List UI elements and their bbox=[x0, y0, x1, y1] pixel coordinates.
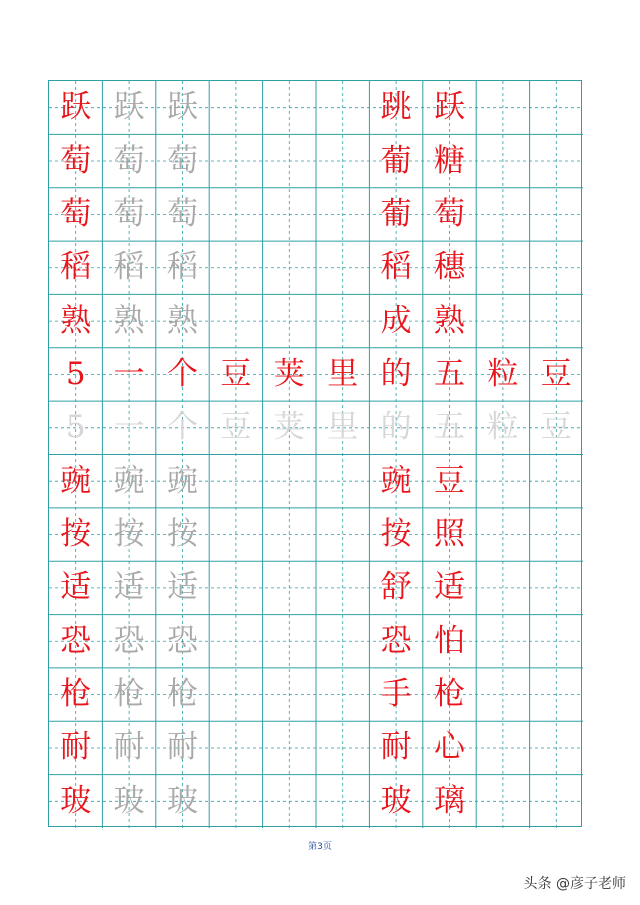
word-character: 璃 bbox=[433, 782, 465, 819]
word-character: 萄 bbox=[433, 195, 465, 232]
trace-character: 稻 bbox=[166, 249, 198, 286]
model-character: 稻 bbox=[60, 249, 92, 286]
model-character: 枪 bbox=[60, 676, 92, 713]
trace-character: 枪 bbox=[166, 676, 198, 713]
word-character: 熟 bbox=[433, 302, 465, 339]
lesson-title-character: 荚 bbox=[273, 355, 305, 392]
word-character: 手 bbox=[380, 676, 412, 713]
lesson-title-trace: 个 bbox=[166, 409, 198, 446]
word-character: 葡 bbox=[380, 195, 412, 232]
trace-character: 跃 bbox=[166, 89, 198, 126]
trace-character: 适 bbox=[166, 569, 198, 606]
model-character: 跃 bbox=[60, 89, 92, 126]
grid-row bbox=[49, 775, 581, 828]
lesson-title-trace: 5 bbox=[65, 409, 86, 446]
lesson-title-character: 的 bbox=[380, 355, 412, 392]
model-character: 按 bbox=[60, 516, 92, 553]
lesson-title-trace: 豆 bbox=[220, 409, 252, 446]
trace-character: 豌 bbox=[113, 462, 145, 499]
grid-row bbox=[49, 348, 581, 401]
grid-row bbox=[49, 561, 581, 614]
trace-character: 恐 bbox=[166, 622, 198, 659]
trace-character: 萄 bbox=[166, 142, 198, 179]
trace-character: 玻 bbox=[113, 782, 145, 819]
grid-row bbox=[49, 241, 581, 294]
word-character: 糖 bbox=[433, 142, 465, 179]
trace-character: 耐 bbox=[113, 729, 145, 766]
word-character: 舒 bbox=[380, 569, 412, 606]
word-character: 玻 bbox=[380, 782, 412, 819]
word-character: 适 bbox=[433, 569, 465, 606]
grid-row bbox=[49, 721, 581, 774]
lesson-title-trace: 豆 bbox=[540, 409, 572, 446]
lesson-title-trace: 五 bbox=[433, 409, 465, 446]
lesson-title-trace: 荚 bbox=[273, 409, 305, 446]
model-character: 适 bbox=[60, 569, 92, 606]
model-character: 萄 bbox=[60, 142, 92, 179]
word-character: 耐 bbox=[380, 729, 412, 766]
lesson-title-character: 5 bbox=[65, 355, 86, 392]
lesson-title-character: 一 bbox=[113, 355, 145, 392]
word-character: 葡 bbox=[380, 142, 412, 179]
lesson-title-trace: 里 bbox=[327, 409, 359, 446]
model-character: 恐 bbox=[60, 622, 92, 659]
word-character: 成 bbox=[380, 302, 412, 339]
grid-row bbox=[49, 81, 581, 134]
trace-character: 萄 bbox=[113, 195, 145, 232]
word-character: 跳 bbox=[380, 89, 412, 126]
word-character: 豆 bbox=[433, 462, 465, 499]
trace-character: 豌 bbox=[166, 462, 198, 499]
grid-row bbox=[49, 401, 581, 454]
model-character: 玻 bbox=[60, 782, 92, 819]
lesson-title-character: 粒 bbox=[487, 355, 519, 392]
lesson-title-character: 豆 bbox=[540, 355, 572, 392]
model-character: 熟 bbox=[60, 302, 92, 339]
trace-character: 玻 bbox=[166, 782, 198, 819]
word-character: 穗 bbox=[433, 249, 465, 286]
trace-character: 萄 bbox=[166, 195, 198, 232]
grid-row bbox=[49, 455, 581, 508]
lesson-title-trace: 粒 bbox=[487, 409, 519, 446]
trace-character: 适 bbox=[113, 569, 145, 606]
lesson-title-character: 个 bbox=[166, 355, 198, 392]
word-character: 枪 bbox=[433, 676, 465, 713]
practice-grid bbox=[48, 80, 582, 827]
lesson-title-trace: 一 bbox=[113, 409, 145, 446]
page-number: 第3页 bbox=[308, 842, 332, 852]
lesson-title-character: 里 bbox=[327, 355, 359, 392]
lesson-title-trace: 的 bbox=[380, 409, 412, 446]
lesson-title-character: 豆 bbox=[220, 355, 252, 392]
trace-character: 跃 bbox=[113, 89, 145, 126]
grid-row bbox=[49, 188, 581, 241]
trace-character: 萄 bbox=[113, 142, 145, 179]
word-character: 豌 bbox=[380, 462, 412, 499]
model-character: 豌 bbox=[60, 462, 92, 499]
grid-row bbox=[49, 615, 581, 668]
word-character: 心 bbox=[433, 729, 465, 766]
trace-character: 恐 bbox=[113, 622, 145, 659]
watermark-credit: 头条 @彦子老师 bbox=[523, 876, 626, 892]
word-character: 照 bbox=[433, 516, 465, 553]
grid-row bbox=[49, 134, 581, 187]
grid-row bbox=[49, 508, 581, 561]
trace-character: 稻 bbox=[113, 249, 145, 286]
lesson-title-character: 五 bbox=[433, 355, 465, 392]
word-character: 恐 bbox=[380, 622, 412, 659]
trace-character: 枪 bbox=[113, 676, 145, 713]
model-character: 耐 bbox=[60, 729, 92, 766]
model-character: 萄 bbox=[60, 195, 92, 232]
grid-row bbox=[49, 294, 581, 347]
trace-character: 按 bbox=[166, 516, 198, 553]
word-character: 跃 bbox=[433, 89, 465, 126]
trace-character: 耐 bbox=[166, 729, 198, 766]
grid-row bbox=[49, 668, 581, 721]
word-character: 按 bbox=[380, 516, 412, 553]
trace-character: 熟 bbox=[166, 302, 198, 339]
trace-character: 按 bbox=[113, 516, 145, 553]
trace-character: 熟 bbox=[113, 302, 145, 339]
word-character: 稻 bbox=[380, 249, 412, 286]
word-character: 怕 bbox=[433, 622, 465, 659]
